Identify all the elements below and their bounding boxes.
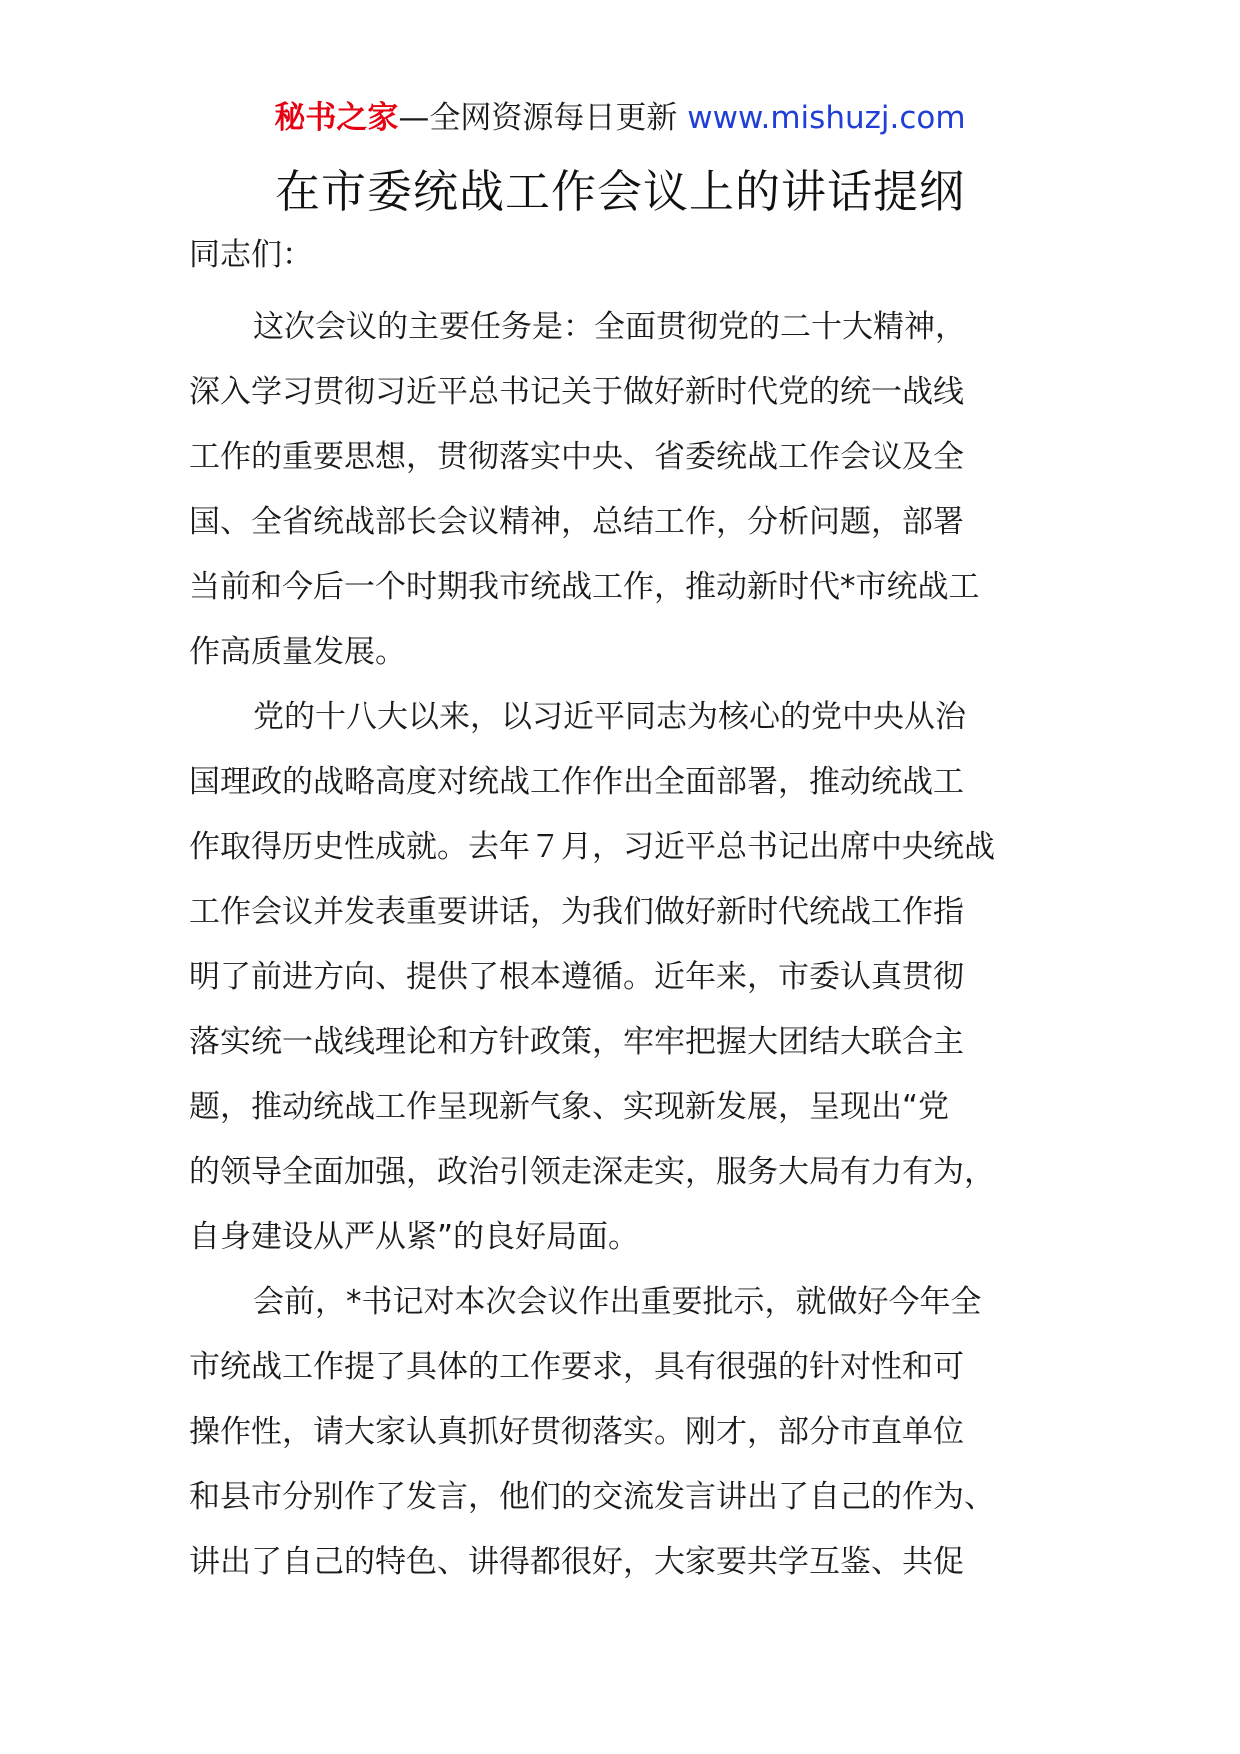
site-url-link[interactable]: www.mishuzj.com [687, 100, 966, 136]
text-line: 操作性，请大家认真抓好贯彻落实。刚才，部分市直单位 [189, 1414, 964, 1450]
text-line: 题，推动统战工作呈现新气象、实现新发展，呈现出“党 [189, 1089, 950, 1125]
text-line: 作高质量发展。 [189, 634, 406, 670]
text-line: 落实统一战线理论和方针政策，牢牢把握大团结大联合主 [189, 1024, 964, 1060]
site-slogan: —全网资源每日更新 [398, 100, 678, 136]
text-line: 会前，*书记对本次会议作出重要批示，就做好今年全 [253, 1284, 982, 1320]
paragraph-1 [189, 295, 1059, 685]
text-line: 作取得历史性成就。去年７月，习近平总书记出席中央统战 [189, 829, 995, 865]
document-title: 在市委统战工作会议上的讲话提纲 [274, 165, 965, 218]
text-line: 的领导全面加强，政治引领走深走实，服务大局有力有为， [189, 1154, 995, 1190]
text-line: 国、全省统战部长会议精神，总结工作，分析问题，部署 [189, 504, 964, 540]
text-line: 和县市分别作了发言，他们的交流发言讲出了自己的作为、 [189, 1479, 995, 1515]
text-line: 深入学习贯彻习近平总书记关于做好新时代党的统一战线 [189, 374, 964, 410]
text-line: 党的十八大以来，以习近平同志为核心的党中央从治 [253, 699, 966, 735]
paragraph-3 [189, 1270, 1059, 1595]
text-line: 工作的重要思想，贯彻落实中央、省委统战工作会议及全 [189, 439, 964, 475]
document-body [189, 230, 1059, 1595]
site-name: 秘书之家 [274, 100, 399, 136]
salutation: 同志们： [189, 237, 313, 273]
text-line: 自身建设从严从紧”的良好局面。 [189, 1219, 640, 1255]
text-line: 明了前进方向、提供了根本遵循。近年来，市委认真贯彻 [189, 959, 964, 995]
text-line: 这次会议的主要任务是：全面贯彻党的二十大精神， [253, 309, 966, 345]
text-line: 当前和今后一个时期我市统战工作，推动新时代*市统战工 [189, 569, 980, 605]
paragraph-2 [189, 685, 1059, 1270]
site-header [0, 98, 1240, 138]
text-line: 市统战工作提了具体的工作要求，具有很强的针对性和可 [189, 1349, 964, 1385]
text-line: 国理政的战略高度对统战工作作出全面部署，推动统战工 [189, 764, 964, 800]
text-line: 工作会议并发表重要讲话，为我们做好新时代统战工作指 [189, 894, 964, 930]
text-line: 讲出了自己的特色、讲得都很好，大家要共学互鉴、共促 [189, 1544, 964, 1580]
